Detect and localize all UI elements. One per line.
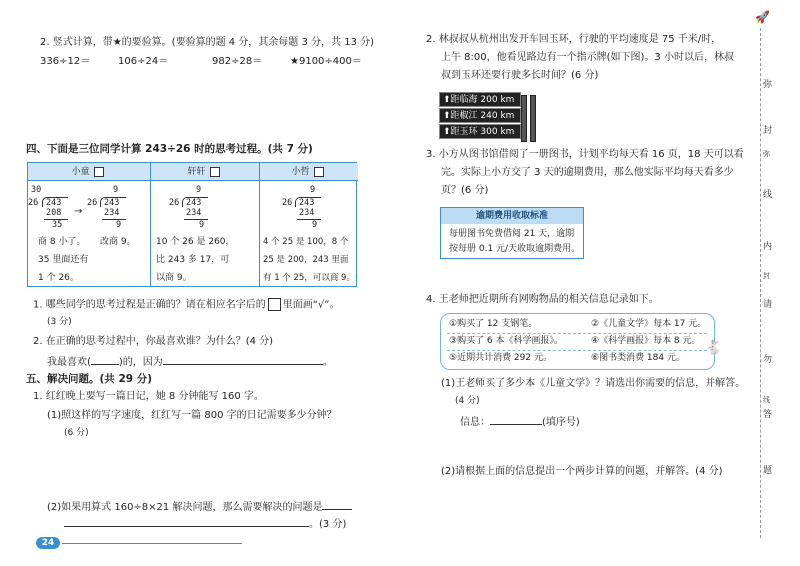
problem-1-sub-2 bbox=[47, 500, 352, 515]
divisor: 26 bbox=[169, 198, 180, 208]
q1-text: 1. 哪些同学的思考过程是正确的？请在相应名字后的 bbox=[33, 299, 266, 311]
binding-char: 线 bbox=[763, 396, 770, 404]
arrow-up-icon: ⬆ bbox=[443, 95, 451, 105]
info-item: ⑤近期共计消费 292 元。 bbox=[449, 353, 552, 363]
fee-rule-line: 按每册 0.1 元/天收取逾期费用。 bbox=[449, 244, 581, 254]
quotient: 9 bbox=[310, 185, 316, 195]
info-answer-line bbox=[460, 415, 580, 430]
calc-item-1: 336÷12＝ bbox=[40, 56, 91, 67]
sub2-text: (2)如果用算式 160÷8×21 解决问题，那么需要解决的问题是 bbox=[47, 502, 323, 513]
calc-item-4: ★9100÷400＝ bbox=[290, 56, 362, 67]
sub2-line bbox=[64, 517, 346, 532]
remainder: 35 bbox=[52, 220, 63, 230]
dividend: 243 bbox=[46, 198, 62, 208]
remainder: 9 bbox=[199, 220, 205, 230]
check-box[interactable] bbox=[94, 167, 104, 177]
note-line: 改商 9。 bbox=[100, 237, 136, 247]
sub1-score: (4 分) bbox=[455, 396, 480, 406]
quotient: 9 bbox=[196, 185, 202, 195]
binding-char: 勿 bbox=[763, 355, 773, 365]
quotient: 9 bbox=[113, 185, 119, 195]
like-mid: )的，因为 bbox=[118, 357, 163, 368]
problem-2-line: 上午 8:00，他看见路边有一个指示牌(如下图)。3 小时以后，林叔 bbox=[441, 52, 734, 63]
note-line: 比 243 多 17，可 bbox=[156, 255, 230, 265]
student-column-3 bbox=[260, 163, 358, 286]
binding-char: 题 bbox=[763, 466, 773, 476]
answer-box-sample bbox=[268, 298, 281, 311]
q2-instruction: 2. 竖式计算，带★的要验算。(要验算的题 4 分，其余每题 3 分，共 13 分) bbox=[40, 37, 375, 48]
student-header bbox=[260, 163, 358, 181]
check-box[interactable] bbox=[314, 167, 324, 177]
info-blank[interactable] bbox=[490, 415, 542, 425]
calc-rule bbox=[184, 219, 208, 220]
note-line: 有 1 个 25，可以商 9。 bbox=[263, 273, 355, 283]
problem-2-line: 2. 林叔叔从杭州出发开车回玉环，行驶的平均速度是 75 千米/时， bbox=[426, 34, 722, 45]
binding-char: 封 bbox=[763, 272, 770, 280]
q1-score: (3 分) bbox=[47, 317, 72, 327]
arrow-up-icon: ⬆ bbox=[443, 111, 451, 121]
quotient: 30 bbox=[31, 185, 42, 195]
reason-blank[interactable] bbox=[163, 355, 323, 365]
problem-4-title: 4. 王老师把近期所有网购物品的相关信息记录如下。 bbox=[426, 294, 659, 305]
answer-line bbox=[47, 355, 333, 370]
sign-post bbox=[530, 95, 536, 142]
problem-2-line: 叔到玉环还要行驶多长时间？(6 分) bbox=[441, 70, 599, 81]
q1-tail: 里面画“√”。 bbox=[282, 299, 340, 311]
student-name: 小童 bbox=[71, 167, 90, 177]
divisor: 26 bbox=[87, 198, 98, 208]
product: 208 bbox=[46, 208, 62, 218]
info-item: ①购买了 12 支钢笔。 bbox=[449, 319, 538, 329]
question-blank-2[interactable] bbox=[64, 517, 309, 527]
divisor: 26 bbox=[282, 198, 293, 208]
binding-char: 弥 bbox=[763, 80, 773, 90]
problem-4-sub-2: (2)请根据上面的信息提出一个两步计算的问题，并解答。(4 分) bbox=[441, 466, 723, 477]
info-divider bbox=[447, 350, 707, 351]
arrow-icon: → bbox=[74, 206, 83, 217]
dividend: 243 bbox=[299, 198, 315, 208]
calc-rule bbox=[102, 219, 126, 220]
product: 234 bbox=[104, 208, 120, 218]
problem-3-line: 3. 小方从图书馆借阅了一册图书，计划平均每天看 16 页，18 天可以看 bbox=[426, 149, 744, 160]
note-line: 商 8 小了。 bbox=[38, 237, 86, 247]
info-item: ③购买了 6 本《科学画报》。 bbox=[449, 336, 564, 346]
product: 234 bbox=[186, 208, 202, 218]
road-sign-row bbox=[439, 92, 521, 107]
note-line: 4 个 25 是 100，8 个 bbox=[263, 237, 349, 247]
page-number: 24 bbox=[36, 537, 60, 549]
product: 234 bbox=[299, 208, 315, 218]
section-4-title: 四、下面是三位同学计算 243÷26 时的思考过程。(共 7 分) bbox=[26, 143, 313, 155]
info-item: ④《科学画报》每本 8 元。 bbox=[591, 336, 701, 346]
problem-1-sub-1: (1)照这样的写字速度，红红写一篇 800 字的日记需要多少分钟？ bbox=[47, 410, 337, 421]
student-column-1 bbox=[28, 163, 151, 286]
thinking-process-table bbox=[27, 162, 357, 287]
sec4-question-2: 2. 在正确的思考过程中，你最喜欢谁？为什么？(4 分) bbox=[33, 336, 274, 347]
fee-rule-title: 逾期费用收取标准 bbox=[441, 208, 583, 224]
problem-1: 1. 红红晚上要写一篇日记，她 8 分钟能写 160 字。 bbox=[33, 391, 264, 402]
sign-text: 距玉环 300 km bbox=[450, 127, 515, 137]
student-column-2 bbox=[151, 163, 260, 286]
info-item: ⑥图书类消费 184 元。 bbox=[591, 353, 685, 363]
info-hint: (填序号) bbox=[542, 417, 580, 428]
binding-line bbox=[760, 28, 761, 538]
note-line: 25 是 200，243 里面 bbox=[263, 255, 349, 265]
binding-char: 内 bbox=[763, 242, 773, 252]
note-line: 10 个 26 是 260， bbox=[156, 237, 235, 247]
info-divider bbox=[447, 333, 707, 334]
student-header bbox=[151, 163, 259, 181]
binding-char: 请 bbox=[763, 300, 773, 310]
problem-3-line: 完。实际上小方交了 3 天的逾期费用，那么他实际平均每天看多少 bbox=[441, 167, 734, 178]
binding-char: 弥 bbox=[763, 150, 770, 158]
binding-char: 答 bbox=[763, 410, 773, 420]
student-name: 轩轩 bbox=[187, 167, 206, 177]
fee-rule-box bbox=[440, 207, 584, 259]
binding-char: 封 bbox=[763, 126, 773, 136]
section-5-title: 五、解决问题。(共 29 分) bbox=[26, 373, 153, 385]
calc-rule bbox=[297, 219, 321, 220]
arrow-up-icon: ⬆ bbox=[443, 127, 451, 137]
note-line: 以商 9。 bbox=[156, 273, 192, 283]
road-sign-row bbox=[439, 108, 521, 123]
sign-text: 距椒江 240 km bbox=[450, 111, 515, 121]
rocket-icon: 🚀 bbox=[755, 10, 770, 24]
rabbit-icon: 🐇 bbox=[705, 340, 723, 356]
sub1-score: (6 分) bbox=[64, 428, 89, 438]
name-blank[interactable] bbox=[91, 355, 119, 365]
problem-4-sub-1: (1)王老师买了多少本《儿童文学》？请选出你需要的信息，并解答。 bbox=[441, 378, 746, 389]
note-line: 35 里面还有 bbox=[38, 255, 89, 265]
purchase-info-box bbox=[440, 313, 715, 370]
period: 。 bbox=[322, 357, 333, 368]
sub2-tail: 。(3 分) bbox=[309, 519, 347, 530]
divisor: 26 bbox=[28, 198, 39, 208]
remainder: 9 bbox=[312, 220, 318, 230]
binding-char: 线 bbox=[763, 190, 773, 200]
check-box[interactable] bbox=[210, 167, 220, 177]
note-line: 1 个 26。 bbox=[38, 273, 79, 283]
fee-rule-line: 每册图书免费借阅 21 天，逾期 bbox=[449, 229, 575, 239]
student-name: 小哲 bbox=[291, 167, 310, 177]
dividend: 243 bbox=[104, 198, 120, 208]
footer-rule bbox=[62, 543, 242, 544]
info-label: 信息： bbox=[460, 417, 490, 428]
remainder: 9 bbox=[116, 220, 122, 230]
road-sign-row bbox=[439, 124, 521, 139]
calc-item-3: 982÷28＝ bbox=[212, 56, 263, 67]
calc-item-2: 106÷24＝ bbox=[118, 56, 169, 67]
like-prefix: 我最喜欢( bbox=[47, 357, 91, 368]
info-item: ②《儿童文学》每本 17 元。 bbox=[591, 319, 707, 329]
dividend: 243 bbox=[186, 198, 202, 208]
student-header bbox=[28, 163, 150, 181]
sign-post bbox=[521, 95, 527, 142]
sec4-question-1 bbox=[33, 298, 339, 312]
question-blank[interactable] bbox=[322, 500, 352, 510]
sign-text: 距临海 200 km bbox=[450, 95, 515, 105]
problem-3-line: 页？(6 分) bbox=[441, 185, 489, 196]
